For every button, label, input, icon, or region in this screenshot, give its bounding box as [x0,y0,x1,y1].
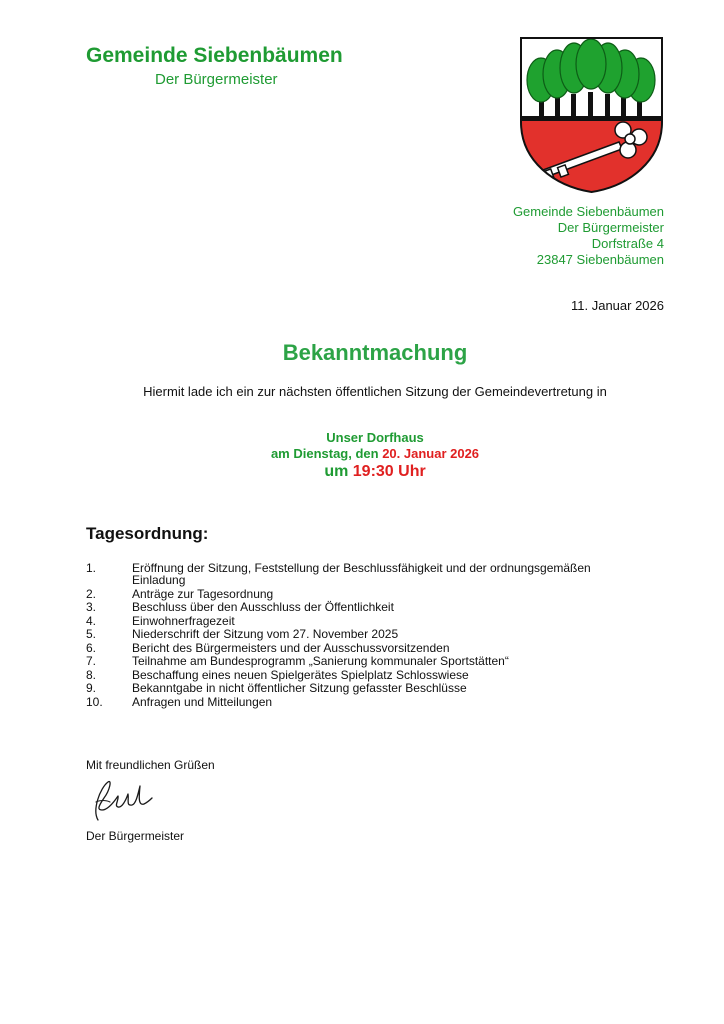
agenda-item-number: 10. [86,694,103,709]
address-line-office: Der Bürgermeister [557,220,664,235]
agenda-heading: Tagesordnung: [86,524,209,543]
agenda-item [86,628,626,640]
agenda-item-number: 2. [86,586,97,601]
header-title: Gemeinde Siebenbäumen [86,44,343,67]
closing-greeting: Mit freundlichen Grüßen [86,758,215,772]
agenda-item-number: 8. [86,667,97,682]
address-block [513,204,664,268]
agenda-item-number: 5. [86,627,97,641]
agenda-item-text: Anfragen und Mitteilungen [132,694,273,709]
agenda-item [86,696,626,708]
agenda-item [86,669,626,681]
page-title: Bekanntmachung [282,340,468,365]
agenda-item-text: Bericht des Bürgermeisters und der Ausschussvorsitzenden [132,640,450,655]
agenda-list [86,562,626,709]
agenda-item-number: 1. [86,561,97,575]
venue-block [0,430,724,482]
agenda-item-text: Eröffnung der Sitzung, Feststellung der Beschlussfähigkeit und der ordnungsgemäßen Einladung [132,561,591,587]
agenda-item [86,642,626,654]
venue-time-line [0,462,724,482]
venue-time-value: 19:30 Uhr [352,463,426,480]
signoff: Der Bürgermeister [86,829,185,843]
agenda-item-text: Teilnahme am Bundesprogramm „Sanierung kommunaler Sportstätten“ [132,654,509,668]
agenda-item-text: Niederschrift der Sitzung vom 27. November 2025 [132,627,399,641]
agenda-item [86,615,626,627]
agenda-item-text: Einwohnerfragezeit [132,613,235,628]
agenda-item-text: Beschaffung eines neuen Spielgerätes Spielplatz Schlosswiese [132,667,469,682]
agenda-item [86,601,626,613]
agenda-item-text: Anträge zur Tagesordnung [132,586,274,601]
venue-date-line [0,446,724,462]
address-line-city: 23847 Siebenbäumen [536,252,664,267]
address-line-street: Dorfstraße 4 [591,236,664,251]
venue-date-prefix: am Dienstag, den [270,446,383,461]
agenda-item [86,682,626,694]
agenda-item [86,588,626,600]
agenda-item-text: Bekanntgabe in nicht öffentlicher Sitzung gefasster Beschlüsse [132,681,467,695]
header-subtitle: Der Bürgermeister [155,71,278,88]
document-date: 11. Januar 2026 [571,298,664,313]
agenda-item-number: 4. [86,613,97,628]
agenda-item-number: 7. [86,654,97,668]
venue-date-value: 20. Januar 2026 [382,446,480,461]
intro-text: Hiermit lade ich ein zur nächsten öffentlichen Sitzung der Gemeindevertretung in [143,384,607,399]
agenda-item-text: Beschluss über den Ausschluss der Öffentlichkeit [132,600,394,614]
agenda-item [86,655,626,667]
agenda-item-number: 9. [86,681,97,695]
venue-time-prefix: um [324,463,353,480]
agenda-item-number: 3. [86,600,97,614]
agenda-item-number: 6. [86,640,97,655]
venue-place: Unser Dorfhaus [326,430,424,445]
signature-icon [88,776,154,826]
coat-of-arms-icon [519,36,664,194]
agenda-item [86,562,626,586]
address-line-municipality: Gemeinde Siebenbäumen [512,204,664,219]
